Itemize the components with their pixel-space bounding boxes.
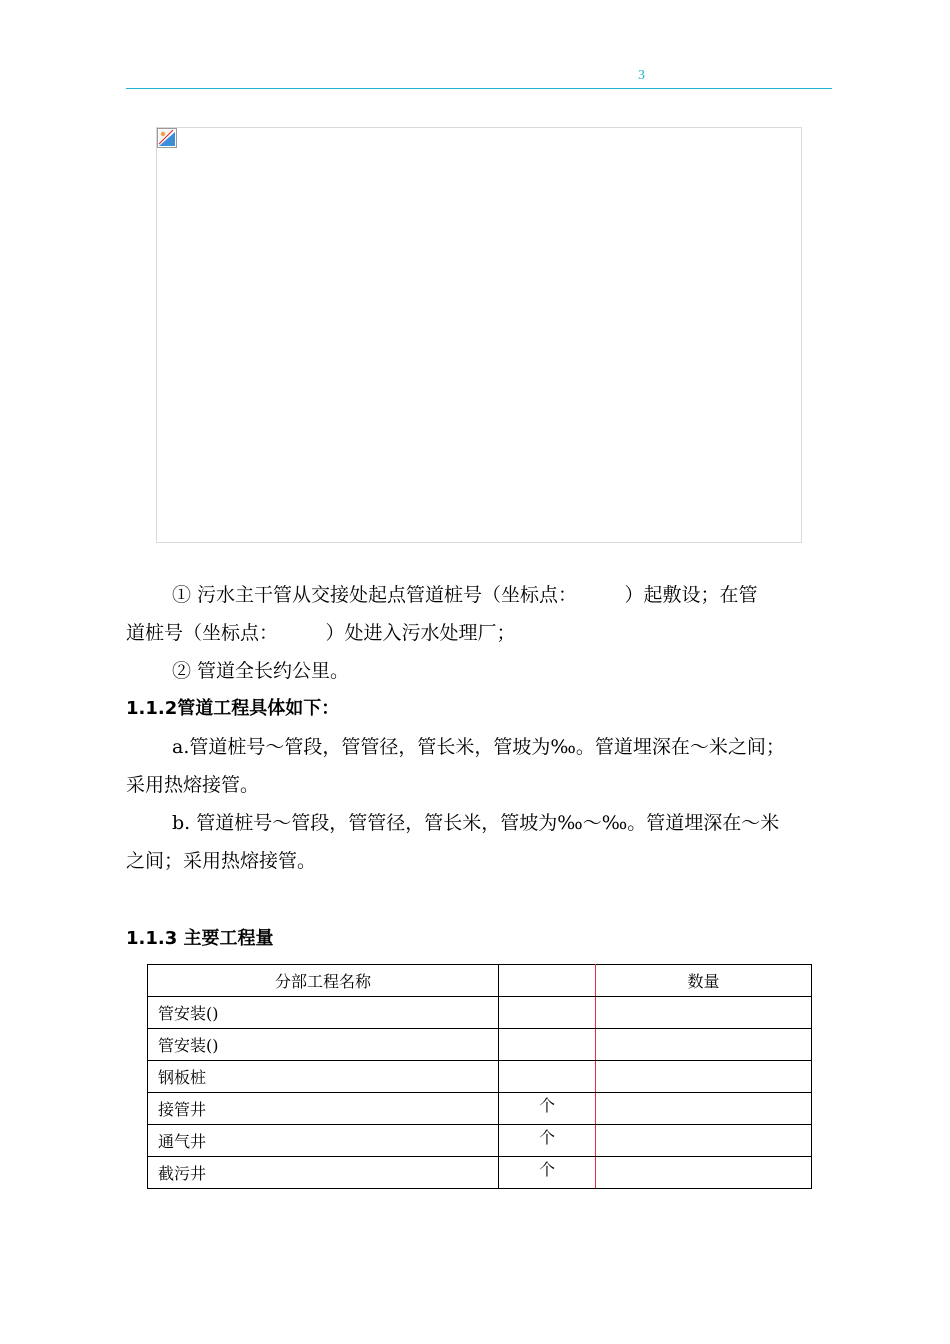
cell-unit [499, 1061, 596, 1093]
table-row [148, 1125, 812, 1157]
header-cell-unit [499, 965, 596, 997]
header-rule [126, 88, 832, 89]
cell-name: 管安装() [148, 1029, 499, 1061]
table-row [148, 997, 812, 1029]
cell-unit: 个 [499, 1093, 596, 1125]
cell-name: 钢板桩 [148, 1061, 499, 1093]
table-row [148, 1061, 812, 1093]
quantities-table [147, 964, 812, 1189]
section-heading-112: 1.1.2管道工程具体如下： [126, 698, 340, 719]
table-row [148, 1157, 812, 1189]
cell-quantity [596, 1093, 812, 1125]
cell-quantity [596, 997, 812, 1029]
cell-unit [499, 1029, 596, 1061]
item-a-line2: 采用热熔接管。 [126, 774, 260, 796]
broken-image-icon [157, 128, 177, 148]
table-row [148, 1029, 812, 1061]
item-b-line1: b. 管道桩号～管段，管管径，管长米，管坡为‰～‰。管道埋深在～米 [172, 812, 780, 834]
cell-unit: 个 [499, 1157, 596, 1189]
cell-name: 通气井 [148, 1125, 499, 1157]
table-header-row [148, 965, 812, 997]
section-heading-113: 1.1.3 主要工程量 [126, 928, 274, 949]
cell-name: 管安装() [148, 997, 499, 1029]
cell-quantity [596, 1061, 812, 1093]
table-row [148, 1093, 812, 1125]
item1-line1: ① 污水主干管从交接处起点管道桩号（坐标点： ）起敷设；在管 [172, 584, 758, 606]
cell-unit: 个 [499, 1125, 596, 1157]
cell-name: 截污井 [148, 1157, 499, 1189]
header-cell-quantity: 数量 [596, 965, 812, 997]
page-number: 3 [638, 68, 645, 83]
header-cell-name: 分部工程名称 [148, 965, 499, 997]
item1-line2: 道桩号（坐标点： ）处进入污水处理厂； [126, 622, 516, 644]
cell-quantity [596, 1029, 812, 1061]
cell-name: 接管井 [148, 1093, 499, 1125]
image-placeholder [156, 127, 802, 543]
item-a-line1: a.管道桩号～管段，管管径，管长米，管坡为‰。管道埋深在～米之间； [172, 736, 785, 758]
item-b-line2: 之间；采用热熔接管。 [126, 850, 317, 872]
item2: ② 管道全长约公里。 [172, 660, 350, 682]
cell-unit [499, 997, 596, 1029]
cell-quantity [596, 1157, 812, 1189]
cell-quantity [596, 1125, 812, 1157]
